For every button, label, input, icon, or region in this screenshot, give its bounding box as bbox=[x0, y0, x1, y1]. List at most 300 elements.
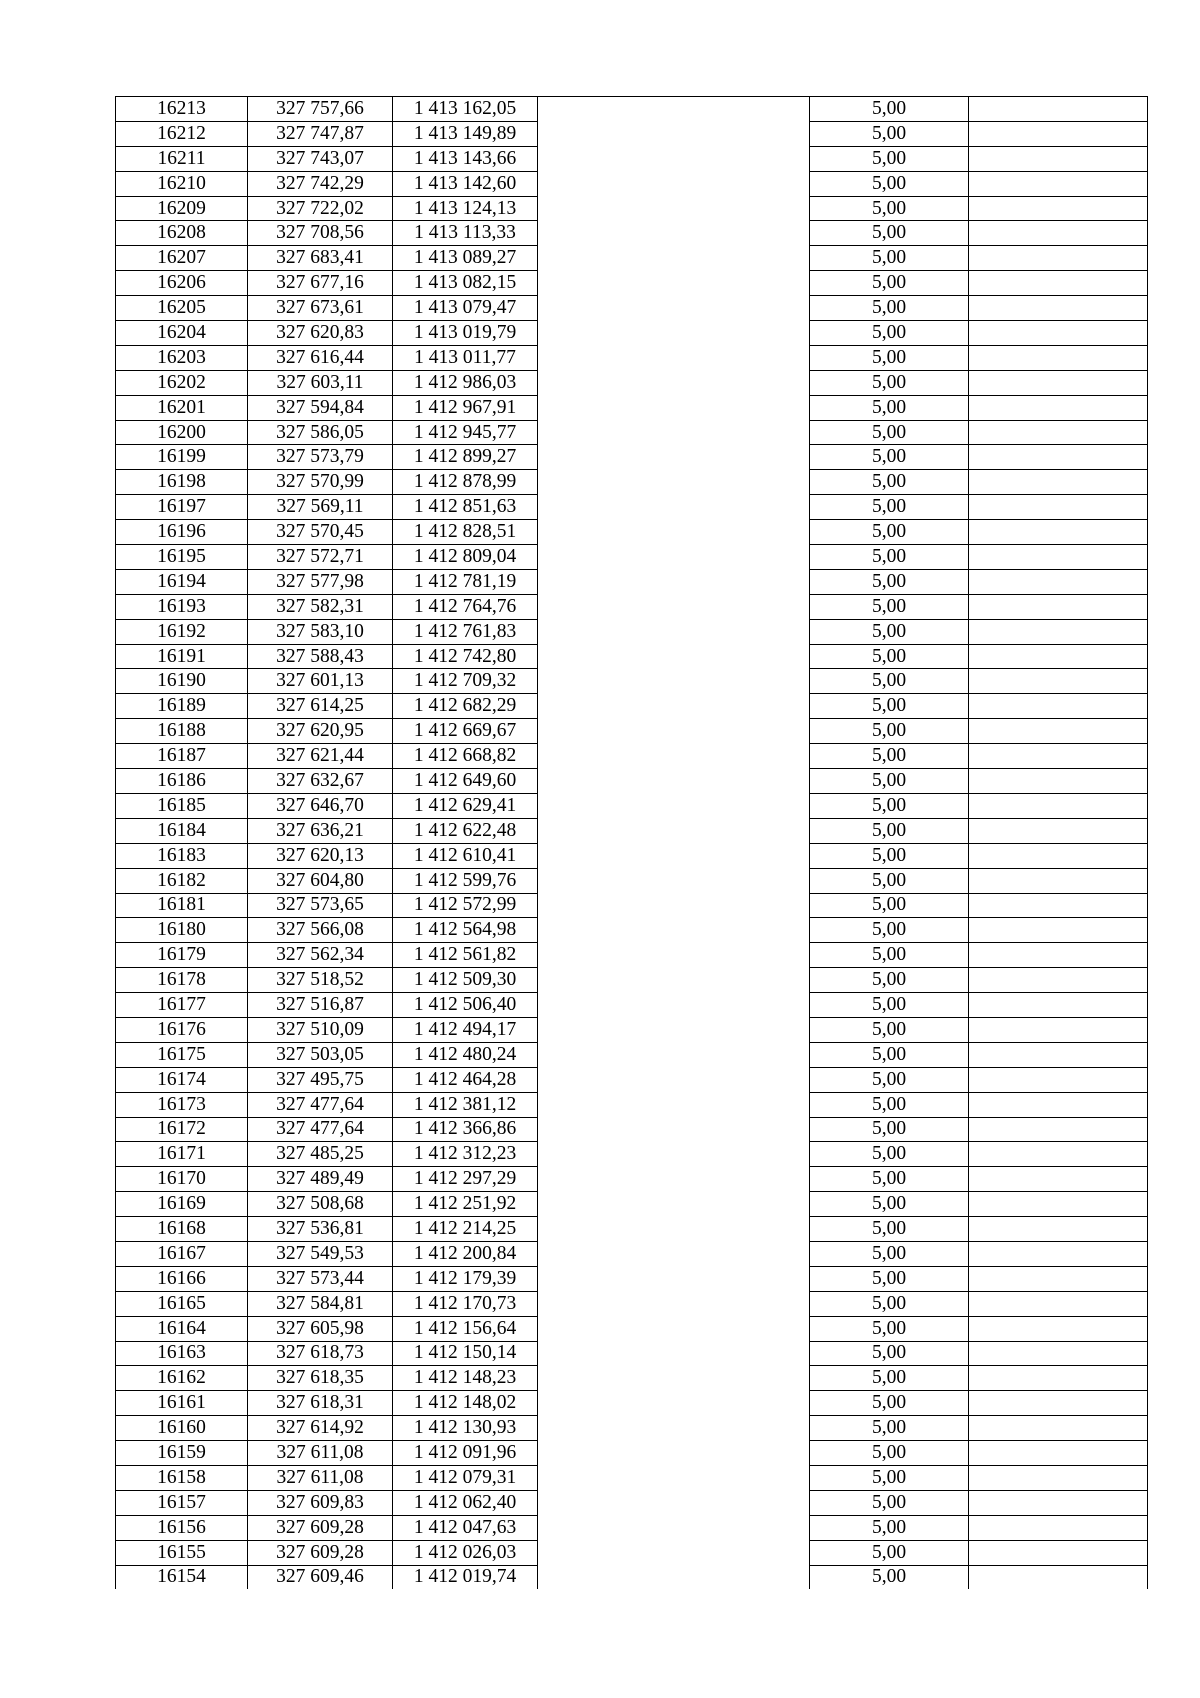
table-row bbox=[116, 470, 1148, 495]
empty-cell bbox=[538, 395, 810, 420]
point-number-cell: 16179 bbox=[116, 943, 248, 968]
table-row bbox=[116, 97, 1148, 122]
empty-cell bbox=[969, 1490, 1148, 1515]
empty-cell bbox=[969, 246, 1148, 271]
x-coordinate-cell: 327 636,21 bbox=[248, 818, 393, 843]
empty-cell bbox=[538, 296, 810, 321]
point-number-cell: 16191 bbox=[116, 644, 248, 669]
value-cell: 5,00 bbox=[810, 1017, 969, 1042]
table-row bbox=[116, 669, 1148, 694]
empty-cell bbox=[969, 1316, 1148, 1341]
empty-cell bbox=[538, 968, 810, 993]
x-coordinate-cell: 327 683,41 bbox=[248, 246, 393, 271]
x-coordinate-cell: 327 503,05 bbox=[248, 1042, 393, 1067]
table-row bbox=[116, 1142, 1148, 1167]
value-cell: 5,00 bbox=[810, 1042, 969, 1067]
table-row bbox=[116, 893, 1148, 918]
x-coordinate-cell: 327 570,45 bbox=[248, 520, 393, 545]
x-coordinate-cell: 327 577,98 bbox=[248, 569, 393, 594]
x-coordinate-cell: 327 708,56 bbox=[248, 221, 393, 246]
x-coordinate-cell: 327 621,44 bbox=[248, 744, 393, 769]
empty-cell bbox=[538, 1490, 810, 1515]
x-coordinate-cell: 327 536,81 bbox=[248, 1217, 393, 1242]
table-row bbox=[116, 221, 1148, 246]
x-coordinate-cell: 327 477,64 bbox=[248, 1117, 393, 1142]
y-coordinate-cell: 1 412 878,99 bbox=[393, 470, 538, 495]
x-coordinate-cell: 327 618,35 bbox=[248, 1366, 393, 1391]
value-cell: 5,00 bbox=[810, 420, 969, 445]
value-cell: 5,00 bbox=[810, 345, 969, 370]
x-coordinate-cell: 327 611,08 bbox=[248, 1441, 393, 1466]
value-cell: 5,00 bbox=[810, 1117, 969, 1142]
point-number-cell: 16176 bbox=[116, 1017, 248, 1042]
empty-cell bbox=[969, 1167, 1148, 1192]
y-coordinate-cell: 1 412 381,12 bbox=[393, 1092, 538, 1117]
table-row bbox=[116, 1391, 1148, 1416]
empty-cell bbox=[969, 1366, 1148, 1391]
empty-cell bbox=[538, 818, 810, 843]
y-coordinate-cell: 1 413 019,79 bbox=[393, 321, 538, 346]
empty-cell bbox=[969, 1341, 1148, 1366]
table-row bbox=[116, 1515, 1148, 1540]
y-coordinate-cell: 1 412 019,74 bbox=[393, 1565, 538, 1589]
y-coordinate-cell: 1 412 156,64 bbox=[393, 1316, 538, 1341]
point-number-cell: 16156 bbox=[116, 1515, 248, 1540]
y-coordinate-cell: 1 412 026,03 bbox=[393, 1540, 538, 1565]
table-row bbox=[116, 1490, 1148, 1515]
value-cell: 5,00 bbox=[810, 918, 969, 943]
empty-cell bbox=[538, 644, 810, 669]
y-coordinate-cell: 1 413 089,27 bbox=[393, 246, 538, 271]
table-row bbox=[116, 1092, 1148, 1117]
empty-cell bbox=[969, 1266, 1148, 1291]
point-number-cell: 16199 bbox=[116, 445, 248, 470]
table-row bbox=[116, 495, 1148, 520]
point-number-cell: 16200 bbox=[116, 420, 248, 445]
empty-cell bbox=[969, 769, 1148, 794]
y-coordinate-cell: 1 412 945,77 bbox=[393, 420, 538, 445]
value-cell: 5,00 bbox=[810, 495, 969, 520]
point-number-cell: 16185 bbox=[116, 793, 248, 818]
table-row bbox=[116, 121, 1148, 146]
empty-cell bbox=[969, 619, 1148, 644]
x-coordinate-cell: 327 742,29 bbox=[248, 171, 393, 196]
value-cell: 5,00 bbox=[810, 1515, 969, 1540]
point-number-cell: 16198 bbox=[116, 470, 248, 495]
value-cell: 5,00 bbox=[810, 146, 969, 171]
value-cell: 5,00 bbox=[810, 1490, 969, 1515]
point-number-cell: 16177 bbox=[116, 993, 248, 1018]
point-number-cell: 16170 bbox=[116, 1167, 248, 1192]
empty-cell bbox=[969, 370, 1148, 395]
empty-cell bbox=[538, 420, 810, 445]
point-number-cell: 16213 bbox=[116, 97, 248, 122]
point-number-cell: 16188 bbox=[116, 719, 248, 744]
empty-cell bbox=[538, 246, 810, 271]
empty-cell bbox=[538, 1192, 810, 1217]
empty-cell bbox=[969, 1441, 1148, 1466]
point-number-cell: 16167 bbox=[116, 1241, 248, 1266]
empty-cell bbox=[538, 1042, 810, 1067]
value-cell: 5,00 bbox=[810, 1167, 969, 1192]
empty-cell bbox=[538, 97, 810, 122]
table-row bbox=[116, 545, 1148, 570]
table-row bbox=[116, 594, 1148, 619]
table-row bbox=[116, 744, 1148, 769]
x-coordinate-cell: 327 646,70 bbox=[248, 793, 393, 818]
empty-cell bbox=[538, 1266, 810, 1291]
table-row bbox=[116, 321, 1148, 346]
coordinates-table bbox=[115, 96, 1148, 1589]
table-row bbox=[116, 1167, 1148, 1192]
empty-cell bbox=[969, 1017, 1148, 1042]
empty-cell bbox=[969, 843, 1148, 868]
empty-cell bbox=[969, 893, 1148, 918]
y-coordinate-cell: 1 412 214,25 bbox=[393, 1217, 538, 1242]
y-coordinate-cell: 1 412 148,23 bbox=[393, 1366, 538, 1391]
y-coordinate-cell: 1 412 669,67 bbox=[393, 719, 538, 744]
empty-cell bbox=[969, 694, 1148, 719]
value-cell: 5,00 bbox=[810, 171, 969, 196]
table-row bbox=[116, 1291, 1148, 1316]
x-coordinate-cell: 327 620,13 bbox=[248, 843, 393, 868]
y-coordinate-cell: 1 412 809,04 bbox=[393, 545, 538, 570]
value-cell: 5,00 bbox=[810, 1316, 969, 1341]
empty-cell bbox=[538, 719, 810, 744]
point-number-cell: 16187 bbox=[116, 744, 248, 769]
coordinates-table-body bbox=[116, 97, 1148, 1590]
empty-cell bbox=[969, 1067, 1148, 1092]
empty-cell bbox=[538, 1366, 810, 1391]
empty-cell bbox=[538, 744, 810, 769]
point-number-cell: 16192 bbox=[116, 619, 248, 644]
table-row bbox=[116, 520, 1148, 545]
empty-cell bbox=[538, 893, 810, 918]
x-coordinate-cell: 327 722,02 bbox=[248, 196, 393, 221]
value-cell: 5,00 bbox=[810, 97, 969, 122]
empty-cell bbox=[969, 1515, 1148, 1540]
value-cell: 5,00 bbox=[810, 1391, 969, 1416]
point-number-cell: 16190 bbox=[116, 669, 248, 694]
table-row bbox=[116, 993, 1148, 1018]
y-coordinate-cell: 1 412 599,76 bbox=[393, 868, 538, 893]
empty-cell bbox=[538, 1416, 810, 1441]
table-row bbox=[116, 445, 1148, 470]
table-row bbox=[116, 569, 1148, 594]
empty-cell bbox=[969, 420, 1148, 445]
point-number-cell: 16173 bbox=[116, 1092, 248, 1117]
value-cell: 5,00 bbox=[810, 594, 969, 619]
empty-cell bbox=[969, 1291, 1148, 1316]
point-number-cell: 16171 bbox=[116, 1142, 248, 1167]
x-coordinate-cell: 327 572,71 bbox=[248, 545, 393, 570]
x-coordinate-cell: 327 489,49 bbox=[248, 1167, 393, 1192]
empty-cell bbox=[969, 271, 1148, 296]
table-row bbox=[116, 420, 1148, 445]
y-coordinate-cell: 1 412 899,27 bbox=[393, 445, 538, 470]
empty-cell bbox=[538, 993, 810, 1018]
empty-cell bbox=[538, 146, 810, 171]
table-row bbox=[116, 1067, 1148, 1092]
empty-cell bbox=[538, 918, 810, 943]
x-coordinate-cell: 327 584,81 bbox=[248, 1291, 393, 1316]
y-coordinate-cell: 1 412 610,41 bbox=[393, 843, 538, 868]
value-cell: 5,00 bbox=[810, 246, 969, 271]
value-cell: 5,00 bbox=[810, 221, 969, 246]
point-number-cell: 16204 bbox=[116, 321, 248, 346]
value-cell: 5,00 bbox=[810, 818, 969, 843]
value-cell: 5,00 bbox=[810, 793, 969, 818]
value-cell: 5,00 bbox=[810, 1366, 969, 1391]
empty-cell bbox=[538, 171, 810, 196]
x-coordinate-cell: 327 485,25 bbox=[248, 1142, 393, 1167]
value-cell: 5,00 bbox=[810, 1565, 969, 1589]
x-coordinate-cell: 327 620,95 bbox=[248, 719, 393, 744]
empty-cell bbox=[538, 1217, 810, 1242]
empty-cell bbox=[969, 121, 1148, 146]
empty-cell bbox=[538, 445, 810, 470]
empty-cell bbox=[969, 669, 1148, 694]
x-coordinate-cell: 327 601,13 bbox=[248, 669, 393, 694]
x-coordinate-cell: 327 677,16 bbox=[248, 271, 393, 296]
table-row bbox=[116, 793, 1148, 818]
point-number-cell: 16193 bbox=[116, 594, 248, 619]
empty-cell bbox=[538, 594, 810, 619]
x-coordinate-cell: 327 747,87 bbox=[248, 121, 393, 146]
y-coordinate-cell: 1 412 091,96 bbox=[393, 1441, 538, 1466]
empty-cell bbox=[538, 569, 810, 594]
empty-cell bbox=[969, 495, 1148, 520]
value-cell: 5,00 bbox=[810, 1540, 969, 1565]
empty-cell bbox=[538, 1441, 810, 1466]
point-number-cell: 16201 bbox=[116, 395, 248, 420]
value-cell: 5,00 bbox=[810, 744, 969, 769]
empty-cell bbox=[969, 1117, 1148, 1142]
value-cell: 5,00 bbox=[810, 1441, 969, 1466]
empty-cell bbox=[969, 321, 1148, 346]
x-coordinate-cell: 327 508,68 bbox=[248, 1192, 393, 1217]
x-coordinate-cell: 327 570,99 bbox=[248, 470, 393, 495]
y-coordinate-cell: 1 412 649,60 bbox=[393, 769, 538, 794]
point-number-cell: 16165 bbox=[116, 1291, 248, 1316]
point-number-cell: 16162 bbox=[116, 1366, 248, 1391]
point-number-cell: 16212 bbox=[116, 121, 248, 146]
table-row bbox=[116, 769, 1148, 794]
x-coordinate-cell: 327 757,66 bbox=[248, 97, 393, 122]
x-coordinate-cell: 327 618,73 bbox=[248, 1341, 393, 1366]
y-coordinate-cell: 1 412 494,17 bbox=[393, 1017, 538, 1042]
empty-cell bbox=[969, 818, 1148, 843]
empty-cell bbox=[538, 121, 810, 146]
y-coordinate-cell: 1 412 761,83 bbox=[393, 619, 538, 644]
empty-cell bbox=[969, 445, 1148, 470]
point-number-cell: 16168 bbox=[116, 1217, 248, 1242]
y-coordinate-cell: 1 412 764,76 bbox=[393, 594, 538, 619]
point-number-cell: 16195 bbox=[116, 545, 248, 570]
value-cell: 5,00 bbox=[810, 644, 969, 669]
empty-cell bbox=[538, 1017, 810, 1042]
empty-cell bbox=[538, 694, 810, 719]
value-cell: 5,00 bbox=[810, 893, 969, 918]
empty-cell bbox=[538, 545, 810, 570]
point-number-cell: 16207 bbox=[116, 246, 248, 271]
y-coordinate-cell: 1 412 130,93 bbox=[393, 1416, 538, 1441]
x-coordinate-cell: 327 573,44 bbox=[248, 1266, 393, 1291]
table-row bbox=[116, 943, 1148, 968]
empty-cell bbox=[538, 1291, 810, 1316]
empty-cell bbox=[538, 619, 810, 644]
empty-cell bbox=[969, 146, 1148, 171]
empty-cell bbox=[538, 1391, 810, 1416]
empty-cell bbox=[969, 97, 1148, 122]
value-cell: 5,00 bbox=[810, 395, 969, 420]
y-coordinate-cell: 1 412 464,28 bbox=[393, 1067, 538, 1092]
table-row bbox=[116, 918, 1148, 943]
empty-cell bbox=[969, 296, 1148, 321]
value-cell: 5,00 bbox=[810, 1291, 969, 1316]
table-row bbox=[116, 345, 1148, 370]
value-cell: 5,00 bbox=[810, 719, 969, 744]
point-number-cell: 16206 bbox=[116, 271, 248, 296]
y-coordinate-cell: 1 413 162,05 bbox=[393, 97, 538, 122]
point-number-cell: 16169 bbox=[116, 1192, 248, 1217]
empty-cell bbox=[969, 1465, 1148, 1490]
table-row bbox=[116, 1042, 1148, 1067]
empty-cell bbox=[538, 1167, 810, 1192]
empty-cell bbox=[538, 520, 810, 545]
empty-cell bbox=[969, 395, 1148, 420]
point-number-cell: 16161 bbox=[116, 1391, 248, 1416]
empty-cell bbox=[538, 221, 810, 246]
table-row bbox=[116, 171, 1148, 196]
empty-cell bbox=[969, 1416, 1148, 1441]
value-cell: 5,00 bbox=[810, 843, 969, 868]
point-number-cell: 16205 bbox=[116, 296, 248, 321]
empty-cell bbox=[538, 1241, 810, 1266]
table-row bbox=[116, 694, 1148, 719]
empty-cell bbox=[969, 993, 1148, 1018]
y-coordinate-cell: 1 412 312,23 bbox=[393, 1142, 538, 1167]
y-coordinate-cell: 1 412 682,29 bbox=[393, 694, 538, 719]
empty-cell bbox=[969, 1142, 1148, 1167]
empty-cell bbox=[969, 1217, 1148, 1242]
empty-cell bbox=[538, 271, 810, 296]
y-coordinate-cell: 1 412 480,24 bbox=[393, 1042, 538, 1067]
empty-cell bbox=[538, 1092, 810, 1117]
y-coordinate-cell: 1 412 047,63 bbox=[393, 1515, 538, 1540]
y-coordinate-cell: 1 412 297,29 bbox=[393, 1167, 538, 1192]
empty-cell bbox=[969, 1192, 1148, 1217]
point-number-cell: 16154 bbox=[116, 1565, 248, 1589]
empty-cell bbox=[538, 868, 810, 893]
y-coordinate-cell: 1 412 509,30 bbox=[393, 968, 538, 993]
empty-cell bbox=[969, 744, 1148, 769]
empty-cell bbox=[538, 370, 810, 395]
table-row bbox=[116, 370, 1148, 395]
table-row bbox=[116, 843, 1148, 868]
y-coordinate-cell: 1 412 851,63 bbox=[393, 495, 538, 520]
point-number-cell: 16196 bbox=[116, 520, 248, 545]
y-coordinate-cell: 1 412 967,91 bbox=[393, 395, 538, 420]
table-row bbox=[116, 1540, 1148, 1565]
x-coordinate-cell: 327 673,61 bbox=[248, 296, 393, 321]
x-coordinate-cell: 327 495,75 bbox=[248, 1067, 393, 1092]
value-cell: 5,00 bbox=[810, 1142, 969, 1167]
empty-cell bbox=[538, 1540, 810, 1565]
empty-cell bbox=[969, 943, 1148, 968]
x-coordinate-cell: 327 609,28 bbox=[248, 1515, 393, 1540]
value-cell: 5,00 bbox=[810, 943, 969, 968]
y-coordinate-cell: 1 412 506,40 bbox=[393, 993, 538, 1018]
y-coordinate-cell: 1 413 143,66 bbox=[393, 146, 538, 171]
x-coordinate-cell: 327 566,08 bbox=[248, 918, 393, 943]
empty-cell bbox=[969, 1241, 1148, 1266]
value-cell: 5,00 bbox=[810, 545, 969, 570]
x-coordinate-cell: 327 603,11 bbox=[248, 370, 393, 395]
point-number-cell: 16184 bbox=[116, 818, 248, 843]
point-number-cell: 16202 bbox=[116, 370, 248, 395]
x-coordinate-cell: 327 604,80 bbox=[248, 868, 393, 893]
point-number-cell: 16197 bbox=[116, 495, 248, 520]
y-coordinate-cell: 1 412 150,14 bbox=[393, 1341, 538, 1366]
point-number-cell: 16175 bbox=[116, 1042, 248, 1067]
point-number-cell: 16181 bbox=[116, 893, 248, 918]
empty-cell bbox=[538, 1067, 810, 1092]
empty-cell bbox=[969, 793, 1148, 818]
value-cell: 5,00 bbox=[810, 569, 969, 594]
y-coordinate-cell: 1 412 986,03 bbox=[393, 370, 538, 395]
point-number-cell: 16209 bbox=[116, 196, 248, 221]
empty-cell bbox=[538, 1117, 810, 1142]
value-cell: 5,00 bbox=[810, 694, 969, 719]
value-cell: 5,00 bbox=[810, 296, 969, 321]
empty-cell bbox=[538, 943, 810, 968]
y-coordinate-cell: 1 412 170,73 bbox=[393, 1291, 538, 1316]
table-row bbox=[116, 1341, 1148, 1366]
y-coordinate-cell: 1 413 082,15 bbox=[393, 271, 538, 296]
value-cell: 5,00 bbox=[810, 1465, 969, 1490]
y-coordinate-cell: 1 412 079,31 bbox=[393, 1465, 538, 1490]
empty-cell bbox=[538, 1565, 810, 1589]
x-coordinate-cell: 327 614,92 bbox=[248, 1416, 393, 1441]
x-coordinate-cell: 327 477,64 bbox=[248, 1092, 393, 1117]
y-coordinate-cell: 1 413 011,77 bbox=[393, 345, 538, 370]
table-row bbox=[116, 1366, 1148, 1391]
point-number-cell: 16164 bbox=[116, 1316, 248, 1341]
empty-cell bbox=[969, 719, 1148, 744]
value-cell: 5,00 bbox=[810, 1067, 969, 1092]
empty-cell bbox=[538, 196, 810, 221]
value-cell: 5,00 bbox=[810, 445, 969, 470]
value-cell: 5,00 bbox=[810, 321, 969, 346]
empty-cell bbox=[538, 1465, 810, 1490]
value-cell: 5,00 bbox=[810, 1341, 969, 1366]
point-number-cell: 16210 bbox=[116, 171, 248, 196]
x-coordinate-cell: 327 609,83 bbox=[248, 1490, 393, 1515]
empty-cell bbox=[969, 171, 1148, 196]
point-number-cell: 16163 bbox=[116, 1341, 248, 1366]
x-coordinate-cell: 327 562,34 bbox=[248, 943, 393, 968]
x-coordinate-cell: 327 516,87 bbox=[248, 993, 393, 1018]
point-number-cell: 16186 bbox=[116, 769, 248, 794]
value-cell: 5,00 bbox=[810, 1266, 969, 1291]
point-number-cell: 16208 bbox=[116, 221, 248, 246]
value-cell: 5,00 bbox=[810, 271, 969, 296]
table-row bbox=[116, 1217, 1148, 1242]
point-number-cell: 16160 bbox=[116, 1416, 248, 1441]
table-row bbox=[116, 1241, 1148, 1266]
empty-cell bbox=[538, 495, 810, 520]
